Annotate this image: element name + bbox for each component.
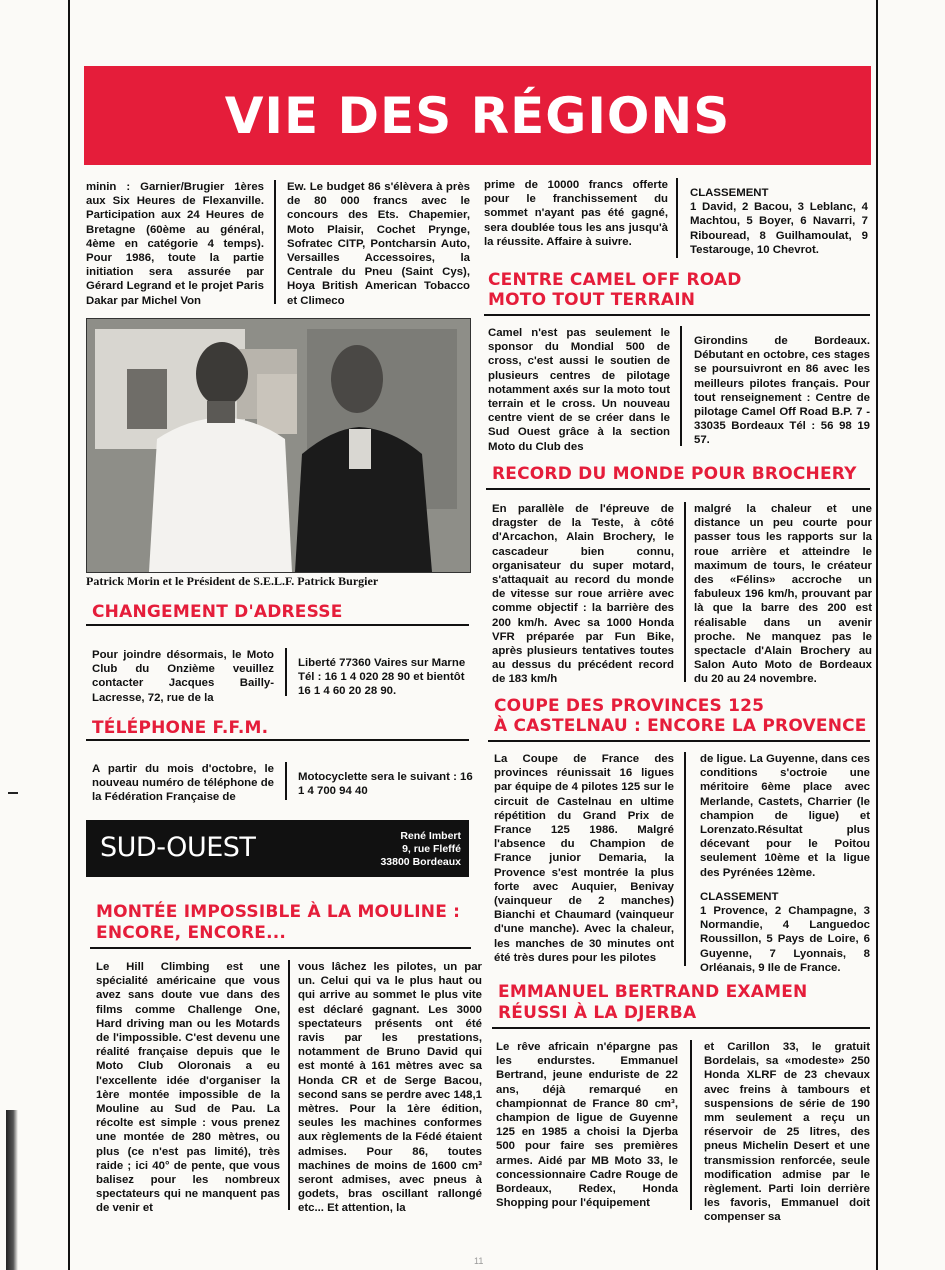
top-left-col1: minin : Garnier/Brugier 1ères aux Six Heures de Flexanville. Participation aux 24 Heures de Bretagne (60ème au général, 4ème en catégorie 4 temps). Pour 1986, toute la partie initiation sera assurée par Gérard Legrand et le projet Paris Dakar par Michel Von [86, 181, 264, 307]
headline-rule [484, 314, 870, 316]
camel-col2: Girondins de Bordeaux. Débutant en octobre, ces stages se poursuivront en 86 avec les meilleurs pilotes français. Pour tout renseignement : Centre de pilotage Camel Off Road B.P. 7 - 33035 Bordeaux Tél : 56 98 19 57. [694, 335, 870, 447]
provinces-title-line2: À CASTELNAU : ENCORE LA PROVENCE [494, 716, 867, 736]
provinces-col1: La Coupe de France des provinces réunissait 16 ligues par équipe de 4 pilotes 125 sur le circuit de Castelnau en ultime répétition du Grand Prix de France 125 1986. Malgré l'absence du Champion de France junior Demaria, la Provence s'est montrée la plus forte avec Auquier, Benivay (vainqueur de 2 manches) Bianchi et Chaumard (vainqueur d'une manche). Avec la chaleur, les manches de 30 minutes ont été très dures pour les pilotes [494, 753, 674, 964]
section-banner [84, 66, 871, 165]
adresse-col2: Liberté 77360 Vaires sur Marne Tél : 16 1 4 020 28 90 et bientôt 16 1 4 60 20 28 90. [298, 657, 466, 698]
telephone-col1: A partir du mois d'octobre, le nouveau numéro de téléphone de la Fédération Française de [92, 763, 274, 804]
column-divider [684, 752, 686, 966]
region-address-name: René Imbert [400, 830, 461, 842]
camel-title-line2: MOTO TOUT TERRAIN [488, 290, 696, 310]
classement-label: CLASSEMENT [700, 890, 779, 903]
column-divider [680, 326, 682, 446]
headline-rule [486, 488, 870, 490]
provinces-text: de ligue. La Guyenne, dans ces conditions s'octroie une méritoire 6ème place avec Merlande, Castets, Charrier (le champion de ligue) et Lorenzato.Résultat plus décevant pour le Poitou seulement 10ème et la ligue des Pyrénées 12ème. [700, 753, 870, 879]
top-right-col2 [690, 186, 868, 257]
column-divider [288, 960, 290, 1210]
telephone-title: TÉLÉPHONE F.F.M. [92, 718, 269, 738]
adresse-col1: Pour joindre désormais, le Moto Club du Onzième veuillez contacter Jacques Bailly-Lacresse, 72, rue de la [92, 649, 274, 704]
classement-text: 1 Provence, 2 Champagne, 3 Normandie, 4 Languedoc Roussillon, 5 Pays de Loire, 6 Guyenne, 7 Lyonnais, 8 Orléanais, 9 Ile de France. [700, 905, 870, 974]
telephone-col2: Motocyclette sera le suivant : 16 1 4 700 94 40 [298, 771, 473, 798]
region-address-street: 9, rue Fleffé [402, 843, 461, 855]
column-divider [684, 502, 686, 682]
mouline-col2: vous lâchez les pilotes, un par un. Celui qui va le plus haut ou qui arrive au sommet le plus vite est déclaré gagnant. Les 3000 spectateurs présents ont été ravis par les prestations, notamment de Bruno David qui est monté à 161 mètres avec sa Honda CR et de Serge Bacou, second sans se perdre avec 148,1 mètres. Pour la 1ère édition, seules les machines conformes aux règlements de la Fédé étaient admises. Pour 86, toutes machines de moins de 1600 cm³ seront admises, avec pneus à godets, bras oscillant rallongé etc... Et attention, la [298, 961, 482, 1215]
page-border-right [876, 0, 878, 1270]
region-address-city: 33800 Bordeaux [380, 856, 461, 868]
top-right-col1: prime de 10000 francs offerte pour le franchissement du sommet n'ayant pas été gagné, sera doublée tous les ans jusqu'à la réussite. Affaire à suivre. [484, 179, 668, 248]
headline-rule [86, 739, 469, 741]
photo-caption: Patrick Morin et le Président de S.E.L.F. Patrick Burgier [86, 574, 379, 588]
provinces-col2 [700, 752, 870, 975]
headline-rule [488, 740, 870, 742]
mouline-col1: Le Hill Climbing est une spécialité américaine que vous avez sans doute vue dans des films comme Challenge One, Hard driving man ou les Motards de l'impossible. C'est devenu une réalité française depuis que le Moto Club Oloronais a eu l'excellente idée d'organiser la 1ère montée impossible de la Mouline au Sud de Pau. La récolte est simple : vous prenez une montée de 280 mètres, ou plus (ce n'est pas limité), très raide ; ici 40° de pente, que vous balisez pour les nombreux spectateurs qui ne manquent pas de venir et [96, 961, 280, 1215]
column-divider [285, 762, 287, 800]
adresse-title: CHANGEMENT D'ADRESSE [92, 602, 343, 622]
column-divider [285, 648, 287, 696]
margin-mark [8, 792, 18, 794]
classement-label: CLASSEMENT [690, 187, 769, 199]
column-divider [690, 1040, 692, 1210]
banner-title: VIE DES RÉGIONS [224, 86, 731, 145]
record-col2: malgré la chaleur et une distance un peu courte pour passer tous les rapports sur la roue arrière et atteindre le maximum de tours, le créateur des «Félins» accroche un fabuleux 196 km/h, prouvant par là que la barre des 200 est réalisable dans un avenir proche. Ne manquez pas le spectacle d'Alain Brochery au Salon Auto Moto de Bordeaux du 20 au 24 novembre. [694, 503, 872, 686]
bertrand-title-line2: RÉUSSI À LA DJERBA [498, 1003, 697, 1023]
bertrand-title-line1: EMMANUEL BERTRAND EXAMEN [498, 982, 808, 1002]
headline-rule [90, 947, 471, 949]
record-title: RECORD DU MONDE POUR BROCHERY [492, 464, 857, 484]
headline-rule [492, 1027, 870, 1029]
record-col1: En parallèle de l'épreuve de dragster de la Teste, à côté d'Arcachon, Alain Brochery, le cascadeur bien connu, organisateur du super motard, s'attaquait au record du monde de vitesse sur roue arrière avec comme objectif : la barrière des 200 km/h. Avec sa 1000 Honda VFR préparée par Fun Bike, après plusieurs tentatives toutes au dessus du précédent record de 183 km/h [492, 503, 674, 686]
top-left-col2: Ew. Le budget 86 s'élèvera à près de 80 000 francs avec le concours des Ets. Chapemier, Moto Plaisir, Cochet Prynge, Sofratec CITP, Pontcharsin Auto, Versailles Accessoires, la Centrale du Pneu (Saint Cys), Hoya British American Tobacco et Climeco [287, 181, 470, 307]
mouline-title-line1: MONTÉE IMPOSSIBLE À LA MOULINE : [96, 902, 461, 922]
mouline-title-line2: ENCORE, ENCORE... [96, 923, 287, 943]
camel-title-line1: CENTRE CAMEL OFF ROAD [488, 270, 742, 290]
camel-col1: Camel n'est pas seulement le sponsor du Mondial 500 de cross, c'est aussi le soutien de plusieurs centres de pilotage notamment axés sur la moto tout terrain et le cross. Un nouveau centre vient de se créer dans le Sud Ouest grâce à la section Moto du Club des [488, 327, 670, 453]
classement-text: 1 David, 2 Bacou, 3 Leblanc, 4 Machtou, 5 Boyer, 6 Navarri, 7 Ribouread, 8 Guilhamoulat, 9 Testarouge, 10 Chevrot. [690, 201, 868, 256]
scan-edge-shadow [6, 1110, 18, 1270]
bertrand-col1: Le rêve africain n'épargne pas les endurstes. Emmanuel Bertrand, jeune enduriste de 22 ans, déjà remarqué en championnat de France 80 cm³, champion de ligue de Guyenne 125 en 1985 a choisi la Djerba 500 pour faire ses premières armes. Aidé par MB Moto 33, le concessionnaire Cadre Rouge de Bordeaux, Redex, Honda Shopping pour l'équipement [496, 1041, 678, 1210]
headline-rule [86, 624, 469, 626]
region-box [86, 820, 469, 877]
region-title: SUD-OUEST [100, 832, 256, 863]
column-divider [676, 178, 678, 258]
bertrand-col2: et Carillon 33, le gratuit Bordelais, sa «modeste» 250 Honda XLRF de 23 chevaux avec freins à tambours et suspensions de série de 190 mm seulement a reçu un réservoir de 25 litres, des pneus Michelin Desert et une transmission renforcée, seule modification admise par le règlement. Parti loin derrière les favoris, Emmanuel doit compenser sa [704, 1041, 870, 1224]
column-divider [274, 180, 276, 304]
page-border-left [68, 0, 70, 1270]
provinces-title-line1: COUPE DES PROVINCES 125 [494, 696, 765, 716]
region-address [380, 830, 461, 869]
photo [86, 318, 471, 573]
page-number: 11 [474, 1256, 484, 1266]
